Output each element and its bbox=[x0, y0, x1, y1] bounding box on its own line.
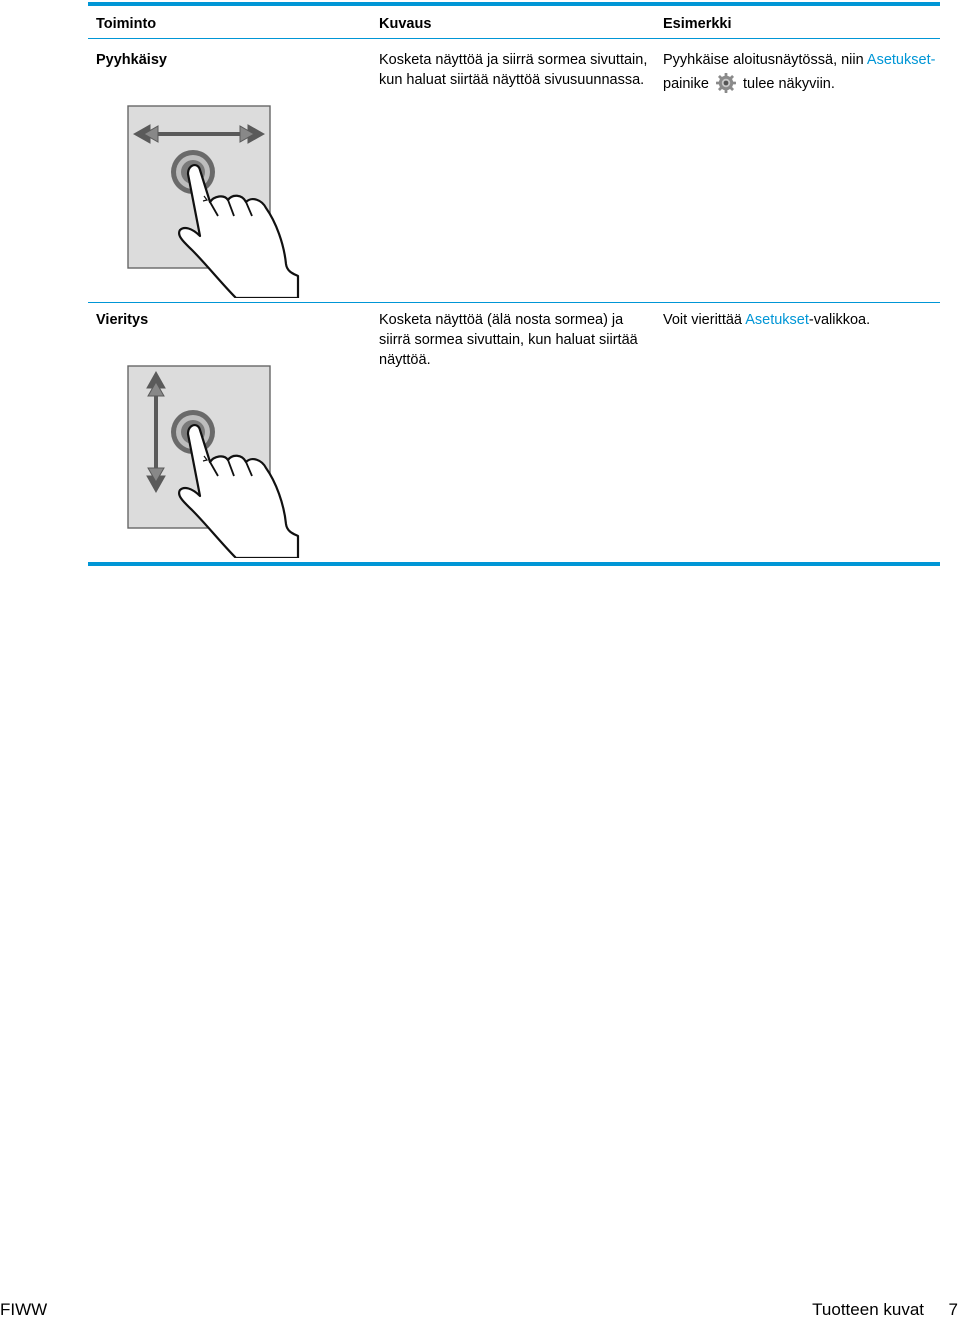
header-rule bbox=[88, 38, 940, 39]
example-text: painike bbox=[663, 76, 709, 92]
row-description-swipe bbox=[379, 50, 647, 90]
row-function-scroll: Vieritys bbox=[96, 312, 149, 328]
row-function-swipe: Pyyhkäisy bbox=[96, 52, 167, 68]
table-top-rule bbox=[88, 2, 940, 6]
header-function: Toiminto bbox=[96, 16, 157, 32]
row-example-scroll bbox=[663, 310, 870, 330]
footer-section-title: Tuotteen kuvat bbox=[812, 1300, 924, 1319]
settings-link-text: Asetukset bbox=[866, 52, 931, 68]
gear-icon bbox=[715, 72, 737, 94]
row-description-scroll bbox=[379, 310, 638, 370]
description-line: Kosketa näyttöä (älä nosta sormea) ja bbox=[379, 312, 624, 328]
footer-page-number: 7 bbox=[948, 1300, 958, 1319]
table-bottom-rule bbox=[88, 562, 940, 566]
row-rule bbox=[88, 302, 940, 303]
row-example-swipe bbox=[663, 50, 943, 94]
settings-link-text: Asetukset bbox=[745, 312, 809, 328]
example-text: Pyyhkäise aloitusnäytössä, niin bbox=[663, 52, 867, 68]
example-dash: - bbox=[930, 52, 936, 68]
example-text: tulee näkyviin. bbox=[743, 76, 835, 92]
description-line: Kosketa näyttöä ja siirrä sormea sivuttain, bbox=[379, 52, 648, 68]
horizontal-swipe-illustration bbox=[126, 104, 306, 298]
header-description: Kuvaus bbox=[379, 16, 432, 32]
description-line: siirrä sormea sivuttain, kun haluat siirtää bbox=[379, 332, 638, 348]
description-line: kun haluat siirtää näyttöä sivusuunnassa. bbox=[379, 72, 645, 88]
footer-locale: FIWW bbox=[0, 1300, 48, 1319]
description-line: näyttöä. bbox=[379, 352, 431, 368]
vertical-scroll-illustration bbox=[126, 364, 306, 558]
example-text: -valikkoa. bbox=[808, 312, 871, 328]
example-text: Voit vierittää bbox=[663, 312, 746, 328]
header-example: Esimerkki bbox=[663, 16, 732, 32]
